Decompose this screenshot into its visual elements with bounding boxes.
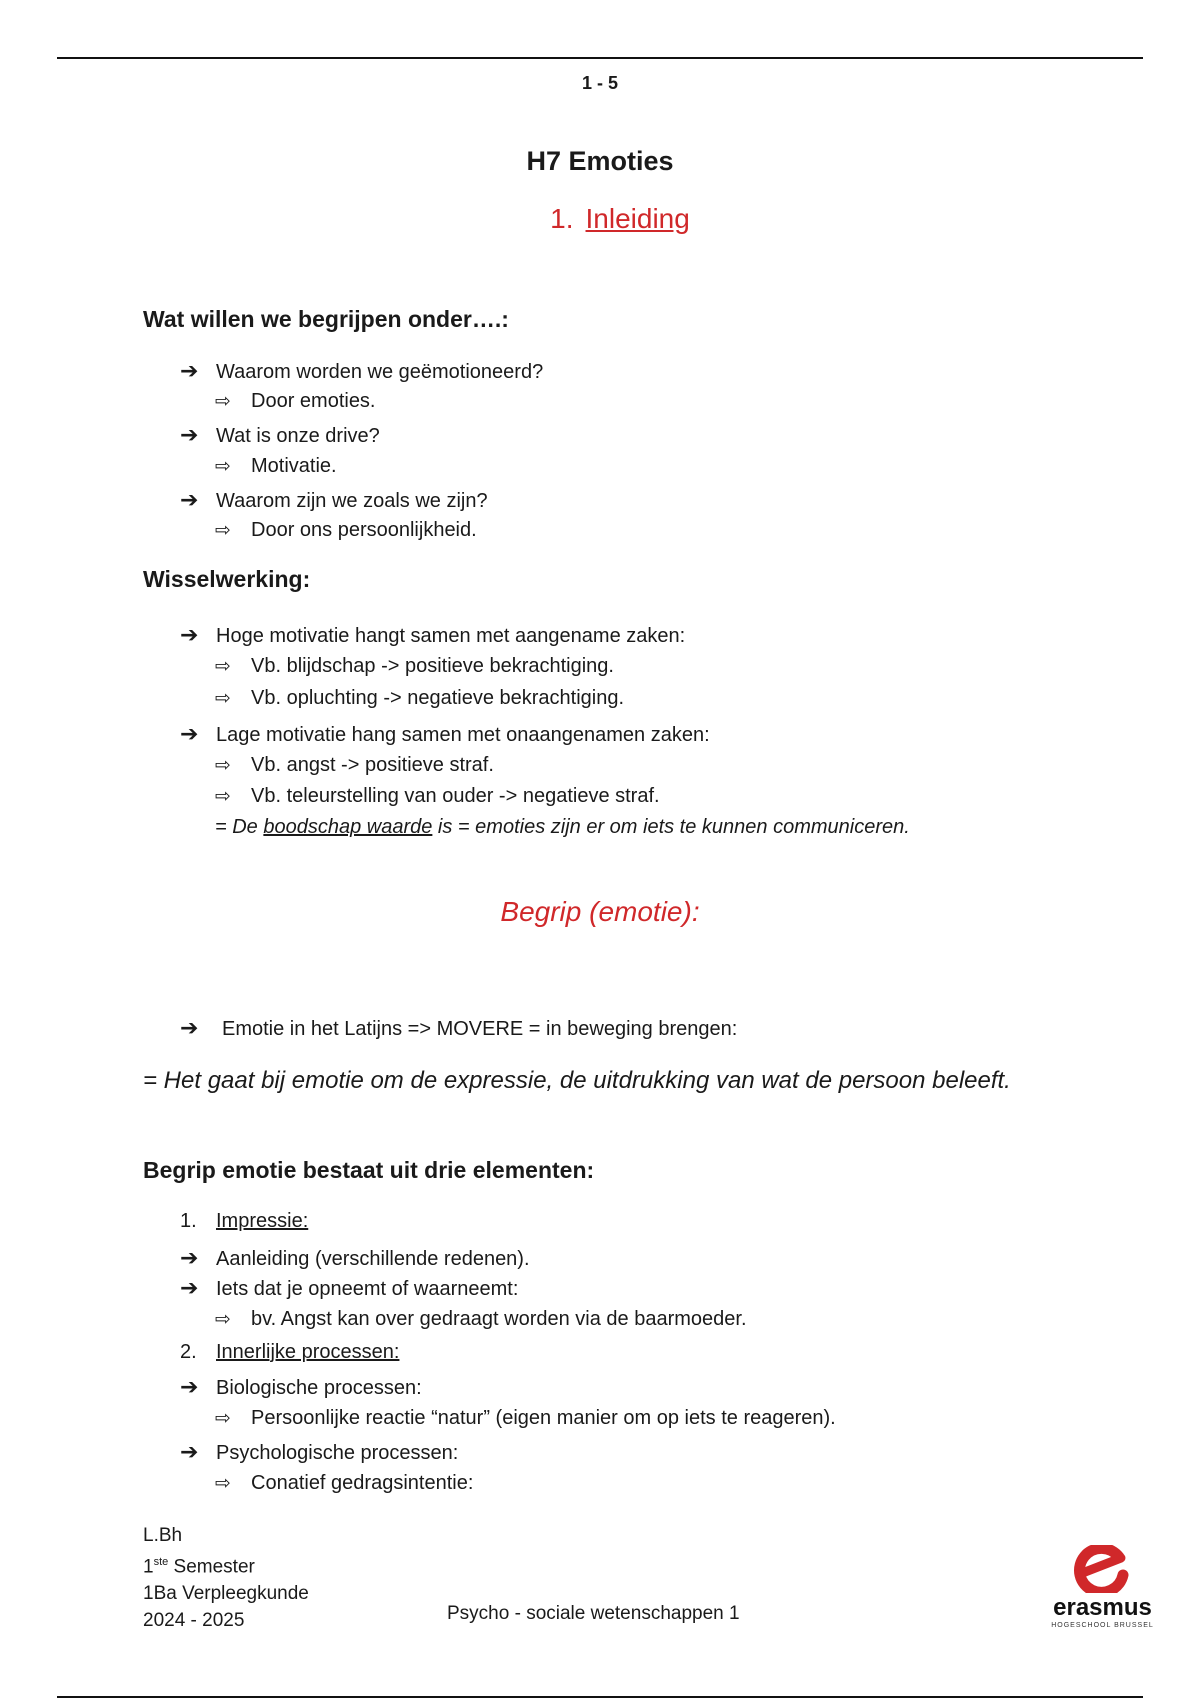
footer-course: Psycho - sociale wetenschappen 1 <box>447 1603 740 1624</box>
list-item: ⇨ Vb. opluchting -> negatieve bekrachtiging. <box>215 687 625 709</box>
list-item: ➔ Aanleiding (verschillende redenen). <box>180 1245 530 1270</box>
logo-brand: erasmus <box>1053 1594 1152 1621</box>
page-number: 1 - 5 <box>581 73 619 93</box>
header-rule <box>57 57 1143 59</box>
hollow-arrow-icon: ⇨ <box>215 755 231 776</box>
section-title <box>0 203 1200 235</box>
hollow-arrow-icon: ⇨ <box>215 456 231 477</box>
list-item: ⇨ bv. Angst kan over gedraagt worden via de baarmoeder. <box>215 1308 747 1330</box>
arrow-right-icon: ➔ <box>180 1015 199 1040</box>
list-item: ⇨ Vb. blijdschap -> positieve bekrachtiging. <box>215 655 614 677</box>
heading-begrijpen: Wat willen we begrijpen onder….: <box>143 306 509 332</box>
list-item: ➔ Emotie in het Latijns => MOVERE = in beweging brengen: <box>180 1015 738 1040</box>
heading-wisselwerking: Wisselwerking: <box>143 566 311 592</box>
hollow-arrow-icon: ⇨ <box>215 688 231 709</box>
logo-subtitle: HOGESCHOOL BRUSSEL <box>1051 1622 1154 1629</box>
begrip-heading: Begrip (emotie): <box>500 896 700 927</box>
arrow-right-icon: ➔ <box>180 1245 199 1270</box>
footer-info <box>143 1522 309 1634</box>
boodschap-note: = De boodschap waarde is = emoties zijn er om iets te kunnen communiceren. <box>215 816 910 838</box>
list-item: ➔ Lage motivatie hang samen met onaangenamen zaken: <box>180 721 710 746</box>
footer-program: 1Ba Verpleegkunde <box>143 1583 309 1605</box>
footer-semester: 1ste Semester <box>143 1556 255 1578</box>
section-label: Inleiding <box>585 203 690 234</box>
arrow-right-icon: ➔ <box>180 622 199 647</box>
section-number: 1. <box>550 203 574 234</box>
list-item: ➔ Hoge motivatie hangt samen met aangename zaken: <box>180 622 686 647</box>
list-item: ➔ Iets dat je opneemt of waarneemt: <box>180 1275 519 1300</box>
arrow-right-icon: ➔ <box>180 1275 199 1300</box>
arrow-right-icon: ➔ <box>180 1374 199 1399</box>
list-item: ➔ Biologische processen: <box>180 1374 422 1399</box>
numbered-item: 2. Innerlijke processen: <box>180 1341 400 1363</box>
list-item: ⇨ Persoonlijke reactie “natur” (eigen manier om op iets te reageren). <box>215 1407 836 1429</box>
list-item: ⇨ Door ons persoonlijkheid. <box>215 519 477 541</box>
hollow-arrow-icon: ⇨ <box>215 391 231 412</box>
arrow-right-icon: ➔ <box>180 721 199 746</box>
hollow-arrow-icon: ⇨ <box>215 656 231 677</box>
hollow-arrow-icon: ⇨ <box>215 786 231 807</box>
list-item: ⇨ Conatief gedragsintentie: <box>215 1472 474 1494</box>
hollow-arrow-icon: ⇨ <box>215 1309 231 1330</box>
numbered-item: 1. Impressie: <box>180 1210 309 1232</box>
list-item: ➔ Psychologische processen: <box>180 1439 459 1464</box>
footer-author: L.Bh <box>143 1525 183 1546</box>
hollow-arrow-icon: ⇨ <box>215 520 231 541</box>
list-item: ⇨ Motivatie. <box>215 455 337 477</box>
hollow-arrow-icon: ⇨ <box>215 1473 231 1494</box>
list-item: ➔ Waarom worden we geëmotioneerd? <box>180 358 544 383</box>
list-item: ⇨ Door emoties. <box>215 390 376 412</box>
footer-year: 2024 - 2025 <box>143 1610 245 1632</box>
hollow-arrow-icon: ⇨ <box>215 1408 231 1429</box>
list-item: ➔ Waarom zijn we zoals we zijn? <box>180 487 488 512</box>
arrow-right-icon: ➔ <box>180 358 199 383</box>
arrow-right-icon: ➔ <box>180 1439 199 1464</box>
footer-rule <box>57 1696 1143 1698</box>
erasmus-logo <box>1035 1545 1170 1640</box>
heading-elementen: Begrip emotie bestaat uit drie elementen: <box>143 1157 595 1183</box>
list-item: ➔ Wat is onze drive? <box>180 422 380 447</box>
arrow-right-icon: ➔ <box>180 487 199 512</box>
list-item: ⇨ Vb. angst -> positieve straf. <box>215 754 494 776</box>
definition-quote: = Het gaat bij emotie om de expressie, de uitdrukking van wat de persoon beleeft. <box>143 1067 1011 1094</box>
arrow-right-icon: ➔ <box>180 422 199 447</box>
document-title: H7 Emoties <box>526 146 674 176</box>
list-item: ⇨ Vb. teleurstelling van ouder -> negatieve straf. <box>215 785 660 807</box>
erasmus-e-icon <box>1071 1545 1135 1593</box>
